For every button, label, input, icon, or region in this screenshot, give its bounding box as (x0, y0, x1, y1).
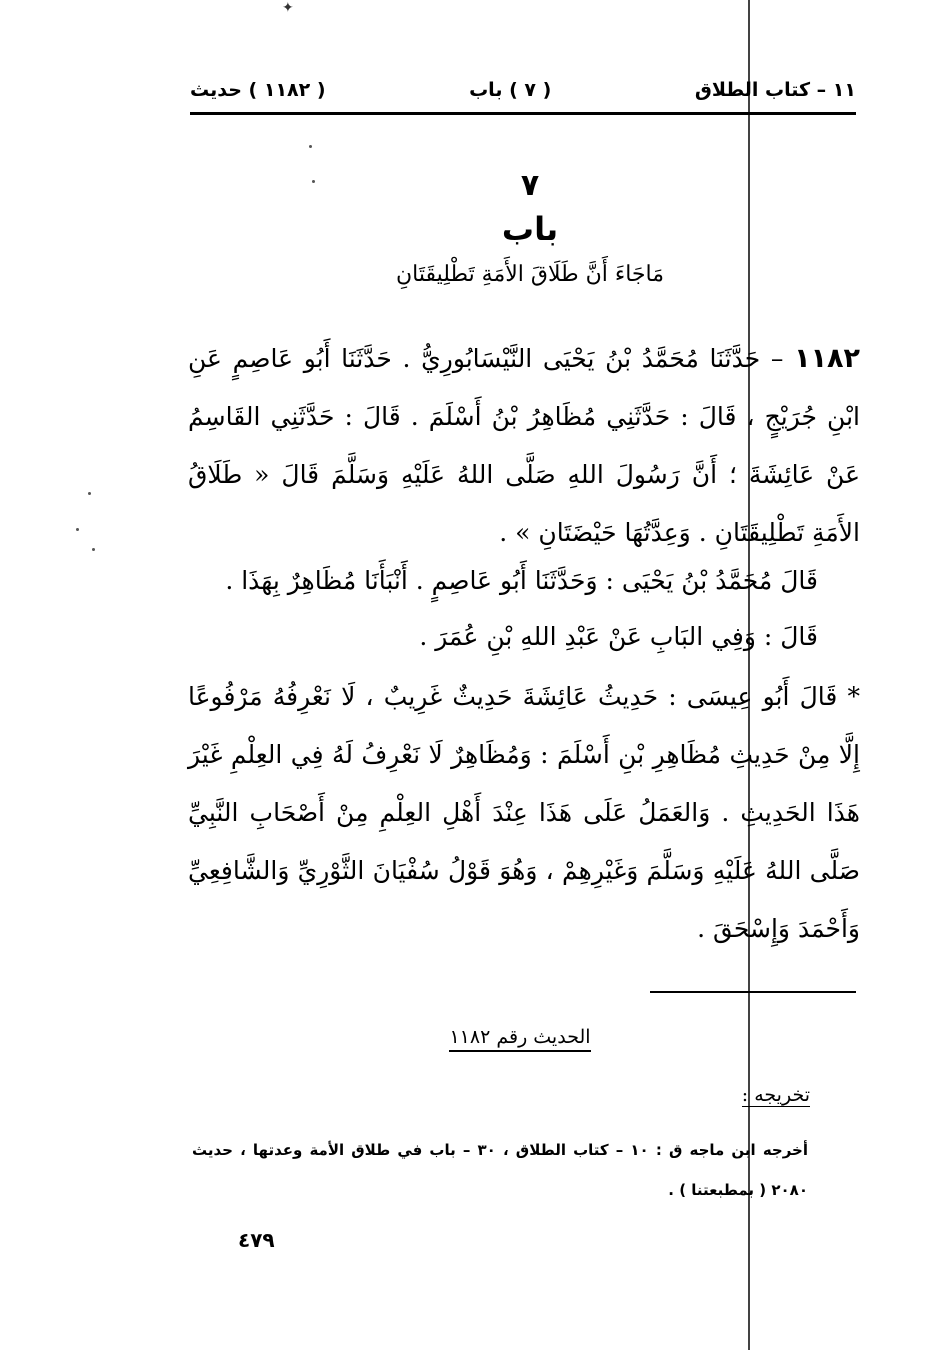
top-ornament: ✦ (282, 0, 294, 16)
commentary-text: * قَالَ أَبُو عِيسَى : حَدِيثُ عَائِشَةَ حَدِيثٌ غَرِيبٌ ، لَا نَعْرِفُهُ مَرْفُوعًا إِلَّا مِنْ حَدِيثِ مُظَاهِرِ بْنِ أَسْلَمَ : وَمُظَاهِرٌ لَا نَعْرِفُ لَهُ فِي العِلْمِ غَيْرَ هَذَا الحَدِيثِ . وَالعَمَلُ عَلَى هَذَا عِنْدَ أَهْلِ العِلْمِ مِنْ أَصْحَابِ النَّبِيِّ صَلَّى اللهُ عَلَيْهِ وَسَلَّمَ وَغَيْرِهِمْ ، وَهُوَ قَوْلُ سُفْيَانَ الثَّوْرِيِّ وَالشَّافِعِيِّ وَأَحْمَدَ وَإِسْحَقَ . (188, 682, 860, 943)
header-book-title: ١١ – كتاب الطلاق (694, 79, 856, 101)
hadith-body: حَدَّثَنَا مُحَمَّدُ بْنُ يَحْيَى النَّيْسَابُورِيُّ . حَدَّثَنَا أَبُو عَاصِمٍ عَنِ ابْنِ جُرَيْجٍ ، قَالَ : حَدَّثَنِي مُظَاهِرُ بْنُ أَسْلَمَ . قَالَ : حَدَّثَنِي القَاسِمُ عَنْ عَائِشَةَ ؛ أَنَّ رَسُولَ اللهِ صَلَّى اللهُ عَلَيْهِ وَسَلَّمَ قَالَ « طَلَاقُ الأَمَةِ تَطْلِيقَتَانِ . وَعِدَّتُهَا حَيْضَتَانِ » . (188, 344, 860, 547)
scan-speck (88, 492, 91, 495)
scan-speck (92, 548, 95, 551)
chapter-subtitle: مَاجَاءَ أَنَّ طَلَاقَ الأَمَةِ تَطْلِيقَتَانِ (395, 262, 665, 287)
hadith-number: ١١٨٢ (794, 343, 861, 374)
footnote-rule (650, 991, 856, 993)
takhrij-label (680, 1084, 810, 1106)
running-header (190, 70, 856, 110)
header-chapter: ( ٧ ) باب (469, 79, 552, 101)
scan-speck (312, 180, 315, 183)
takhrij-label-text: تخريجه : (741, 1084, 810, 1106)
header-rule (190, 112, 856, 115)
hadith-text (188, 330, 860, 562)
chapter-reference: قَالَ : وَفِي البَابِ عَنْ عَبْدِ اللهِ بْنِ عُمَرَ . (419, 622, 818, 651)
footnote-title-text: الحديث رقم ١١٨٢ (449, 1026, 590, 1052)
header-hadith-number: ( ١١٨٢ ) حديث (190, 79, 326, 101)
takhrij-text: أخرجه ابن ماجه ق : ١٠ – كتاب الطلاق ، ٣٠ – باب في طلاق الأمة وعدتها ، حديث ٢٠٨٠ ( بمطبعتنا ) . (192, 1141, 809, 1199)
narration-note: قَالَ مُحَمَّدُ بْنُ يَحْيَى : وَحَدَّثَنَا أَبُو عَاصِمٍ . أَنْبَأَنَا مُظَاهِرٌ بِهَذَا . (225, 566, 818, 595)
chapter-number: ٧ (520, 168, 540, 203)
chapter-title: باب (501, 210, 559, 248)
hadith-dash: – (770, 344, 784, 373)
footnote-title (420, 1026, 620, 1048)
page-number: ٤٧٩ (238, 1228, 275, 1252)
scan-speck (309, 145, 312, 148)
scan-speck (76, 528, 79, 531)
